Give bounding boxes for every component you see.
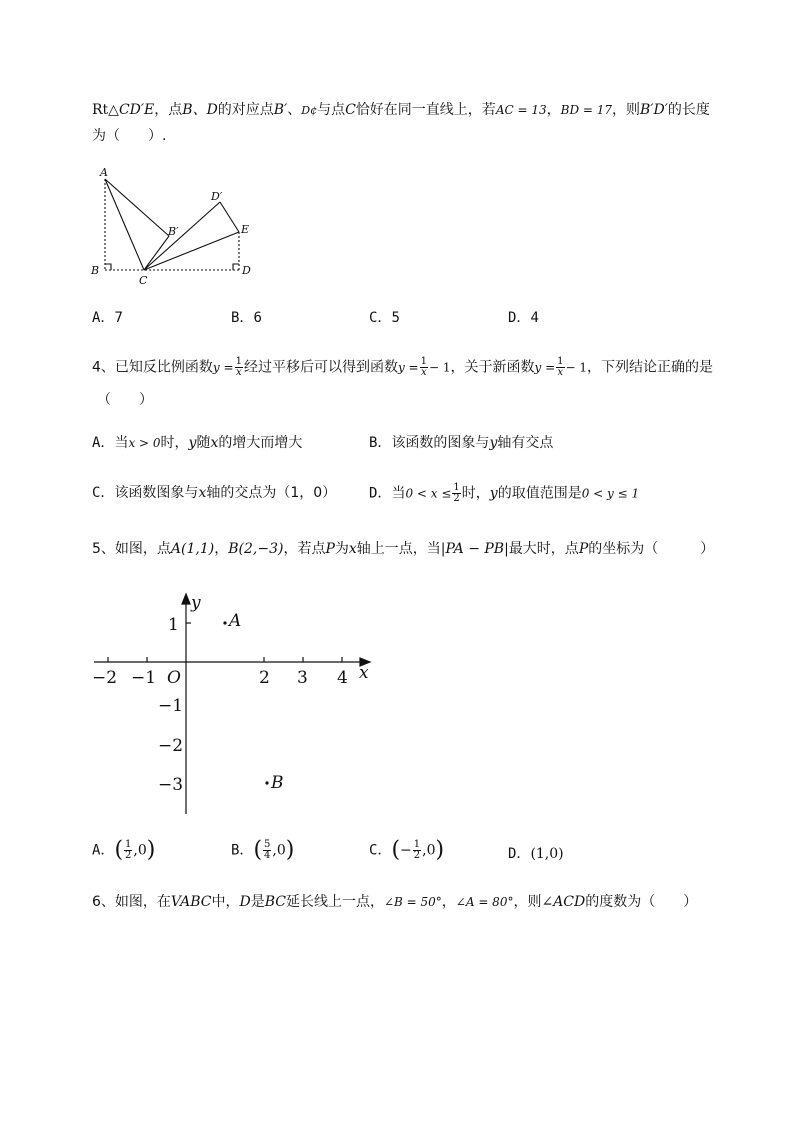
label-d-prime: D′ xyxy=(211,190,223,203)
x-tick-label: 3 xyxy=(297,668,308,688)
x-tick-label: 2 xyxy=(259,668,270,688)
q4-frac-1: $\frac{1}{x}$ xyxy=(235,356,242,378)
q4-option-c[interactable]: C．该函数图象与x轴的交点为（1，0） xyxy=(92,485,337,501)
point-a xyxy=(223,621,226,624)
q3-option-b[interactable]: B．6 xyxy=(231,310,262,326)
right-angle-b xyxy=(105,264,111,270)
x-tick-label: −1 xyxy=(131,668,157,688)
q5-coordinate-plane xyxy=(88,588,378,820)
q3-figure xyxy=(88,160,258,290)
q5-stem: 5、如图，点A(1,1)，B(2,−3)，若点P为x轴上一点，当|PA − PB|最大时，点P的坐标为（ ） xyxy=(92,541,715,557)
q5-opt-c-frac: $\frac{1}{2}$ xyxy=(413,839,421,861)
y-axis-arrow xyxy=(182,594,190,604)
q3-line2: 为（ ）. xyxy=(92,128,167,144)
q3-option-c[interactable]: C．5 xyxy=(369,310,400,326)
y-tick-label: −2 xyxy=(158,736,184,756)
segment-ab1 xyxy=(105,179,169,236)
x-tick-label: 4 xyxy=(337,668,348,688)
q5-opt-a-frac: $\frac{1}{2}$ xyxy=(125,839,132,861)
label-e: E xyxy=(241,223,250,236)
x-tick-label: −2 xyxy=(92,668,118,688)
y-tick-label: −1 xyxy=(158,696,184,716)
q5-option-b[interactable]: B．( $\frac{5}{4}$ ,0) xyxy=(231,837,295,863)
q4-optd-frac: $\frac{1}{2}$ xyxy=(453,482,460,504)
q5-option-d[interactable]: D．(1,0) xyxy=(508,846,564,862)
q4-option-d[interactable]: D．当0 < x ≤ $\frac{1}{2}$ 时，y的取值范围是0 < y ≤ 1 xyxy=(369,482,640,504)
label-c: C xyxy=(139,274,148,287)
q4-option-b[interactable]: B．该函数的图象与y轴有交点 xyxy=(369,435,554,451)
segment-cd1 xyxy=(144,202,220,270)
x-axis-label: x xyxy=(359,663,369,683)
q6-stem: 6、如图，在VABC中，D是BC延长线上一点，∠B = 50°，∠A = 80°，则∠ACD的度数为（ ） xyxy=(92,894,698,910)
q3-option-d[interactable]: D．4 xyxy=(508,310,539,326)
q4-frac-3: $\frac{1}{x}$ xyxy=(557,356,564,378)
origin-label: O xyxy=(167,668,181,688)
y-tick-label: −3 xyxy=(158,775,184,795)
q3-line1: Rt△CD′E，点B、D的对应点B′、D¢与点C恰好在同一直线上，若AC = 13，BD = 17，则B′D′的长度 xyxy=(92,102,710,118)
y-tick-label: 1 xyxy=(168,615,179,635)
label-b-prime: B′ xyxy=(168,225,179,238)
q5-option-c[interactable]: C．(− $\frac{1}{2}$ ,0) xyxy=(369,837,445,863)
segment-d1e xyxy=(220,202,239,232)
point-b-label: B xyxy=(271,773,284,793)
q4-blank: （ ） xyxy=(97,392,153,408)
point-a-label: A xyxy=(229,611,242,631)
y-axis-label: y xyxy=(191,593,201,613)
q5-option-a[interactable]: A．( $\frac{1}{2}$ ,0) xyxy=(92,837,156,863)
q4-frac-2: $\frac{1}{x}$ xyxy=(420,356,427,378)
segment-ac xyxy=(105,179,144,270)
q3-option-a[interactable]: A．7 xyxy=(92,310,123,326)
q5-opt-b-frac: $\frac{5}{4}$ xyxy=(264,839,271,861)
label-a: A xyxy=(100,166,108,179)
q4-stem: 4、已知反比例函数y = $\frac{1}{x}$ 经过平移后可以得到函数y = $\frac{1}{x}$ − 1，关于新函数y = $\frac{1}{x}$ − 1，下列结论正确的是 xyxy=(92,356,714,378)
point-b xyxy=(265,781,268,784)
label-b: B xyxy=(91,264,100,277)
label-d: D xyxy=(242,264,251,277)
right-angle-d xyxy=(233,264,239,270)
q4-option-a[interactable]: A．当x > 0时，y随x的增大而增大 xyxy=(92,435,303,451)
